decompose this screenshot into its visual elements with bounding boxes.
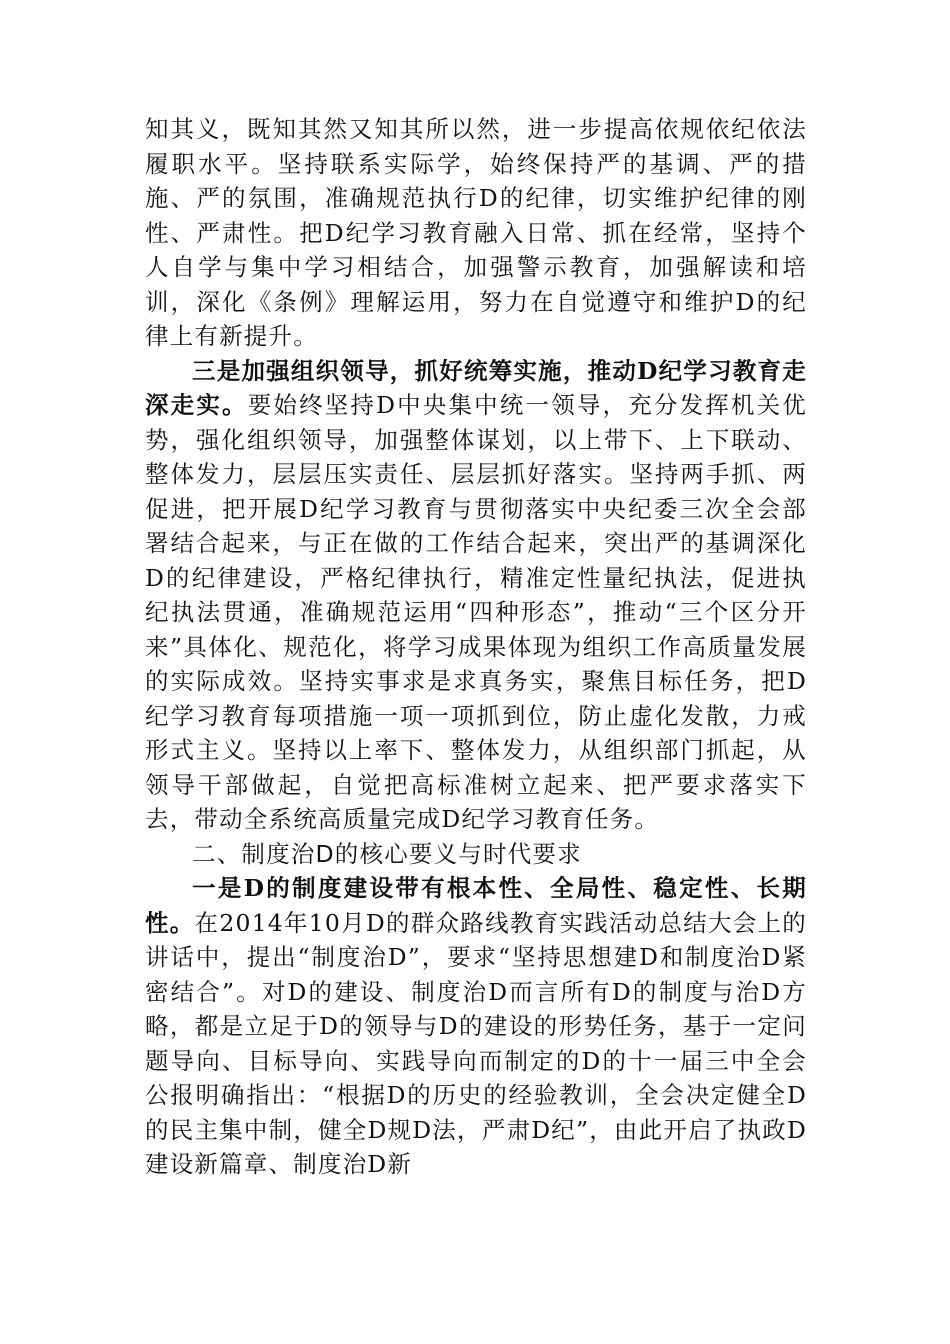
paragraph-3-lead: 一是D的制度建设带有根本性、全局性、稳定性、长期性。 [145, 874, 807, 937]
paragraph-2-lead: 三是加强组织领导，抓好统筹实施，推动D纪学习教育走深走实。 [145, 356, 807, 419]
paragraph-3 [145, 871, 807, 1182]
paragraph-2 [145, 354, 807, 837]
paragraph-3-text: 在2014年10月D的群众路线教育实践活动总结大会上的讲话中，提出“制度治D”，要求“坚持思想建D和制度治D紧密结合”。对D的建设、制度治D而言所有D的制度与治D方略，都是立足于D的领导与D的建设的形势任务，基于一定问题导向、目标导向、实践导向而制定的D的十一届三中全会公报明确指出：“根据D的历史的经验教训，全会决定健全D的民主集中制，健全D规D法，严肃D纪”，由此开启了执政D建设新篇章、制度治D新 [145, 908, 807, 1178]
paragraph-2-text: 要始终坚持D中央集中统一领导，充分发挥机关优势，强化组织领导，加强整体谋划，以上带下、上下联动、整体发力，层层压实责任、层层抓好落实。坚持两手抓、两促进，把开展D纪学习教育与贯彻落实中央纪委三次全会部署结合起来，与正在做的工作结合起来，突出严的基调深化D的纪律建设，严格纪律执行，精准定性量纪执法，促进执纪执法贯通，准确规范运用“四种形态”，推动“三个区分开来”具体化、规范化，将学习成果体现为组织工作高质量发展的实际成效。坚持实事求是求真务实，聚焦目标任务，把D纪学习教育每项措施一项一项抓到位，防止虚化发散，力戒形式主义。坚持以上率下、整体发力，从组织部门抓起，从领导干部做起，自觉把高标准树立起来、把严要求落实下去，带动全系统高质量完成D纪学习教育任务。 [145, 391, 807, 833]
section-heading: 二、制度治D的核心要义与时代要求 [192, 839, 582, 868]
paragraph-1-text: 知其义，既知其然又知其所以然，进一步提高依规依纪依法履职水平。坚持联系实际学，始终保持严的基调、严的措施、严的氛围，准确规范执行D的纪律，切实维护纪律的刚性、严肃性。把D纪学习教育融入日常、抓在经常，坚持个人自学与集中学习相结合，加强警示教育，加强解读和培训，深化《条例》理解运用，努力在自觉遵守和维护D的纪律上有新提升。 [145, 115, 807, 350]
document-body [145, 112, 807, 1182]
paragraph-1 [145, 112, 807, 354]
